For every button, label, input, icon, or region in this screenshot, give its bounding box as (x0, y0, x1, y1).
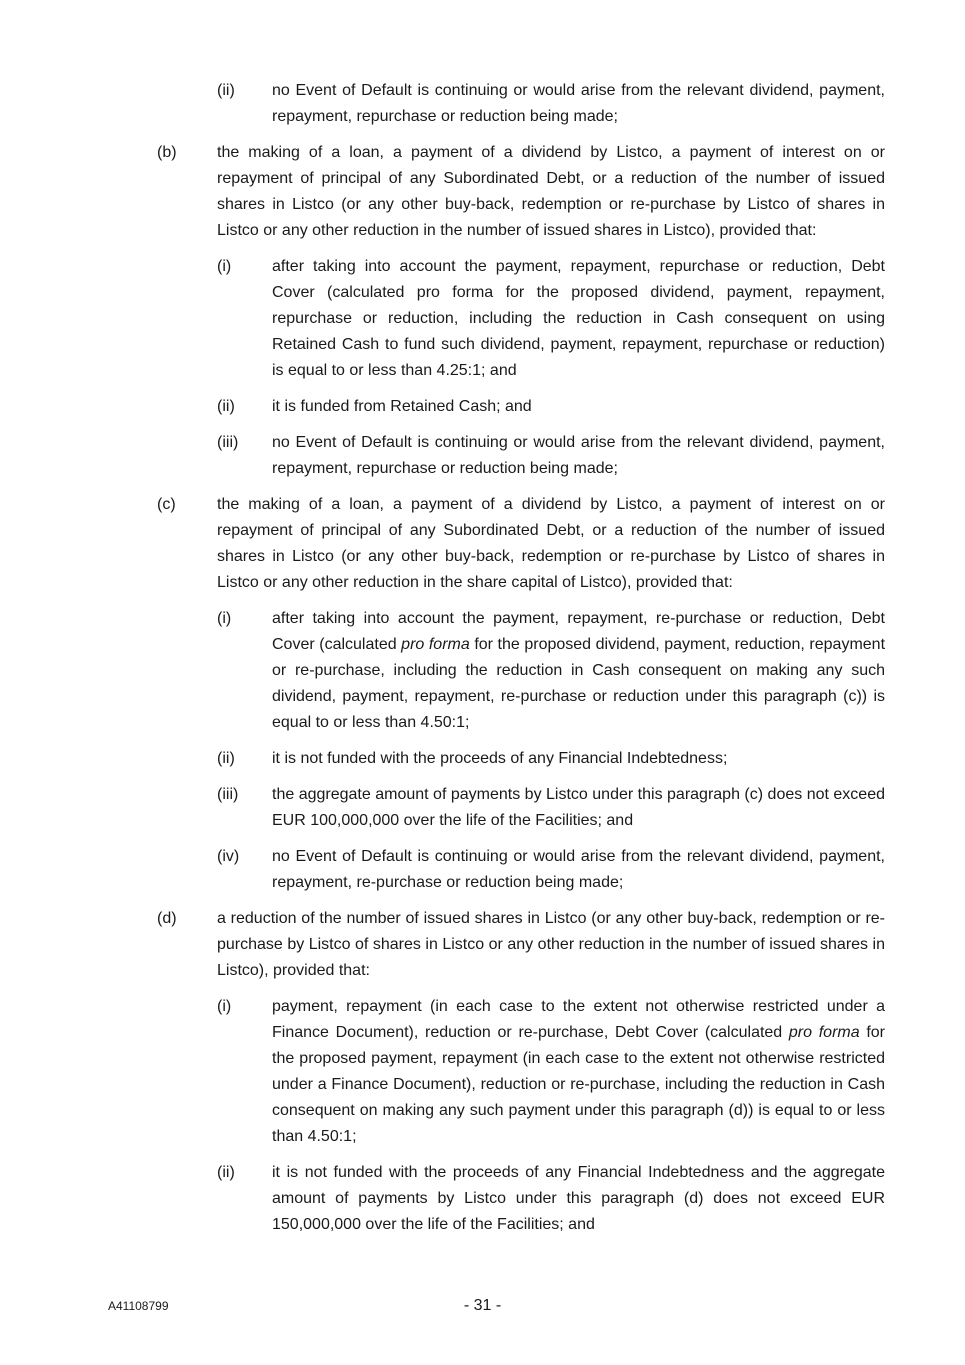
sub-paragraph (272, 994, 885, 1150)
sub-paragraph: no Event of Default is continuing or would arise from the relevant dividend, payment, repayment, repurchase or reduction being made; (272, 434, 885, 477)
item-label: (b) (157, 144, 177, 161)
item-label: (i) (217, 610, 232, 627)
item-label: (ii) (217, 750, 235, 767)
item-label: (ii) (217, 1164, 235, 1181)
document-id: A41108799 (108, 1299, 169, 1313)
text-run: for the proposed payment, repayment (in each case to the extent not otherwise restricted under a Finance Document), reduction or re-purchase, including the reduction in Cash consequent on making any such payment under this paragraph (d)) is equal to or less than 4.50:1; (272, 1024, 885, 1145)
sub-paragraph: it is not funded with the proceeds of any Financial Indebtedness and the aggregate amount of payments by Listco under this paragraph (d) does not exceed EUR 150,000,000 over the life of the Facilities; and (272, 1164, 885, 1233)
sub-paragraph (272, 606, 885, 736)
item-label: (iii) (217, 786, 239, 803)
item-label: (ii) (217, 398, 235, 415)
sub-paragraph: no Event of Default is continuing or would arise from the relevant dividend, payment, repayment, re-purchase or reduction being made; (272, 848, 885, 891)
sub-paragraph: it is not funded with the proceeds of any Financial Indebtedness; (272, 750, 728, 767)
text-run: after taking into account the payment, repayment, re-purchase or reduction, Debt Cover (calculated (272, 610, 885, 653)
sub-paragraph: it is funded from Retained Cash; and (272, 398, 532, 415)
item-label: (i) (217, 998, 232, 1015)
sub-paragraph: no Event of Default is continuing or would arise from the relevant dividend, payment, repayment, repurchase or reduction being made; (272, 82, 885, 125)
paragraph: the making of a loan, a payment of a dividend by Listco, a payment of interest on or repayment of principal of any Subordinated Debt, or a reduction of the number of issued shares in Listco (or any other buy-back, redemption or re-purchase by Listco of shares in Listco or any other reduction in the number of issued shares in Listco), provided that: (217, 144, 885, 239)
item-label: (d) (157, 910, 177, 927)
italic-term: pro forma (401, 636, 470, 653)
item-label: (c) (157, 496, 176, 513)
item-label: (i) (217, 258, 232, 275)
paragraph: the making of a loan, a payment of a dividend by Listco, a payment of interest on or repayment of principal of any Subordinated Debt, or a reduction of the number of issued shares in Listco (or any other buy-back, redemption or re-purchase by Listco of shares in Listco or any other reduction in the share capital of Listco), provided that: (217, 496, 885, 591)
italic-term: pro forma (788, 1024, 860, 1041)
item-label: (iii) (217, 434, 239, 451)
item-label: (iv) (217, 848, 240, 865)
text-run: payment, repayment (in each case to the extent not otherwise restricted under a Finance Document), reduction or re-purchase, Debt Cover (calculated (272, 998, 885, 1041)
page-number: - 31 - (463, 1297, 502, 1314)
item-label: (ii) (217, 82, 235, 99)
sub-paragraph: after taking into account the payment, repayment, repurchase or reduction, Debt Cover (calculated pro forma for the proposed dividend, payment, repayment, repurchase or reduction, including the reduction in Cash consequent on using Retained Cash to fund such dividend, payment, repayment, repurchase or reduction) is equal to or less than 4.25:1; and (272, 258, 885, 379)
text-run: for the proposed dividend, payment, reduction, repayment or re-purchase, including the reduction in Cash consequent on making any such dividend, payment, repayment, re-purchase or reduction under this paragraph (c)) is equal to or less than 4.50:1; (272, 636, 886, 731)
paragraph: a reduction of the number of issued shares in Listco (or any other buy-back, redemption or re-purchase by Listco of shares in Listco or any other reduction in the number of issued shares in Listco), provided that: (217, 910, 885, 979)
sub-paragraph: the aggregate amount of payments by Listco under this paragraph (c) does not exceed EUR 100,000,000 over the life of the Facilities; and (272, 786, 885, 829)
